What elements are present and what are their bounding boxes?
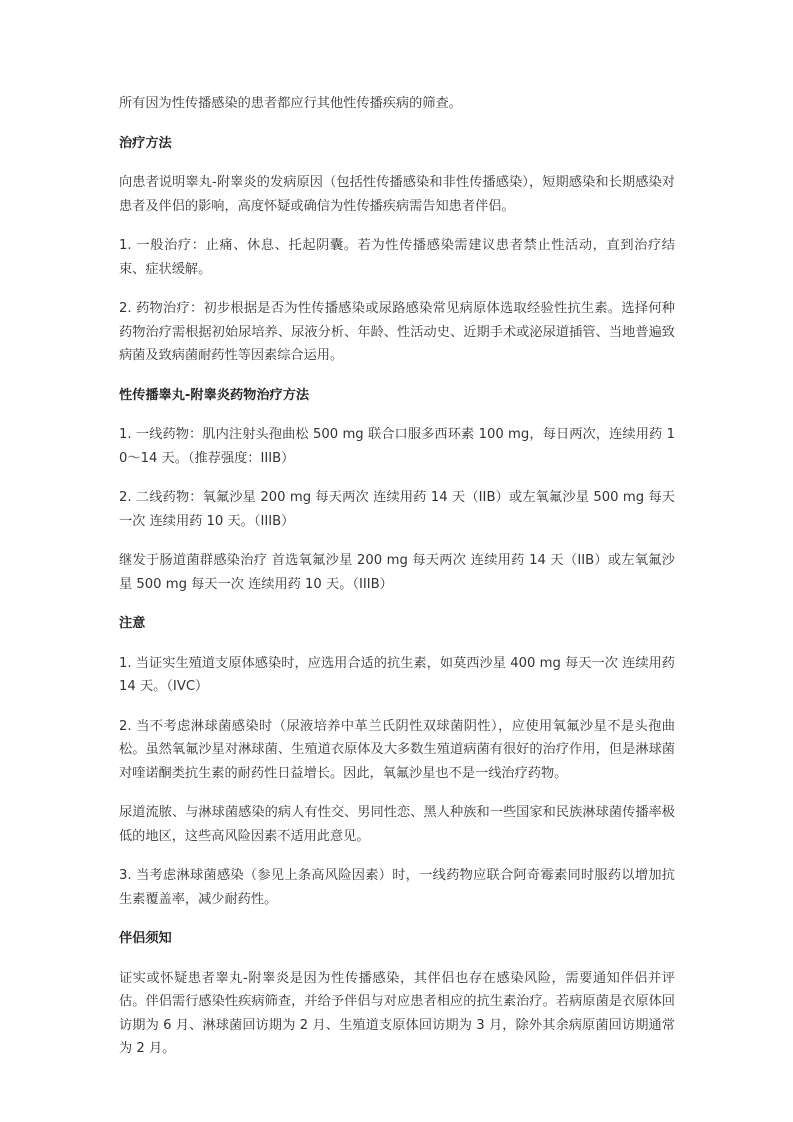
document-body — [119, 92, 675, 1077]
paragraph-note-gonococcus-excluded: 2. 当不考虑淋球菌感染时（尿液培养中革兰氏阴性双球菌阴性），应使用氧氟沙星不是头孢曲松。虽然氧氟沙星对淋球菌、生殖道衣原体及大多数生殖道病菌有很好的治疗作用，但是淋球菌对喹诺酮类抗生素的耐药性日益增长。因此，氧氟沙星也不是一线治疗药物。 — [119, 718, 675, 781]
paragraph-screening: 所有因为性传播感染的患者都应行其他性传播疾病的筛查。 — [119, 96, 462, 111]
paragraph-second-line-drugs: 2. 二线药物：氧氟沙星 200 mg 每天两次 连续用药 14 天（IIB）或左氧氟沙星 500 mg 每天一次 连续用药 10 天。（IIIB） — [119, 490, 675, 529]
heading-sti-drug-treatment: 性传播睾丸-附睾炎药物治疗方法 — [119, 387, 310, 403]
paragraph-note-mycoplasma: 1. 当证实生殖道支原体感染时，应选用合适的抗生素，如莫西沙星 400 mg 每天一次 连续用药 14 天。（IVC） — [119, 655, 675, 694]
paragraph-drug-treatment: 2. 药物治疗：初步根据是否为性传播感染或尿路感染常见病原体选取经验性抗生素。选择何种药物治疗需根据初始尿培养、尿液分析、年龄、性活动史、近期手术或泌尿道插管、当地普遍致病菌及致病菌耐药性等因素综合运用。 — [119, 301, 675, 363]
paragraph-first-line-drugs: 1. 一线药物：肌内注射头孢曲松 500 mg 联合口服多西环素 100 mg，每日两次，连续用药 10～14 天。（推荐强度：IIIB） — [119, 427, 675, 466]
paragraph-enteric-infection: 继发于肠道菌群感染治疗 首选氧氟沙星 200 mg 每天两次 连续用药 14 天（IIB）或左氧氟沙星 500 mg 每天一次 连续用药 10 天。（IIIB） — [119, 553, 675, 592]
paragraph-general-treatment: 1. 一般治疗：止痛、休息、托起阴囊。若为性传播感染需建议患者禁止性活动，直到治疗结束、症状缓解。 — [119, 238, 675, 277]
paragraph-note-high-risk: 尿道流脓、与淋球菌感染的病人有性交、男同性恋、黑人种族和一些国家和民族淋球菌传播率极低的地区，这些高风险因素不适用此意见。 — [119, 805, 675, 844]
heading-treatment-methods: 治疗方法 — [119, 135, 172, 151]
heading-partner-notice: 伴侣须知 — [119, 931, 172, 946]
heading-notes: 注意 — [119, 616, 146, 631]
paragraph-partner-notice: 证实或怀疑患者睾丸-附睾炎是因为性传播感染，其伴侣也存在感染风险，需要通知伴侣并评估。伴侣需行感染性疾病筛查，并给予伴侣与对应患者相应的抗生素治疗。若病原菌是衣原体回访期为 6 月、淋球菌回访期为 2 月、生殖道支原体回访期为 3 月，除外其余病原菌回访期通常为 2 月。 — [119, 970, 675, 1056]
paragraph-note-gonococcus-suspected: 3. 当考虑淋球菌感染（参见上条高风险因素）时，一线药物应联合阿奇霉素同时服药以增加抗生素覆盖率，减少耐药性。 — [119, 868, 675, 907]
paragraph-explain-cause: 向患者说明睾丸-附睾炎的发病原因（包括性传播感染和非性传播感染），短期感染和长期感染对患者及伴侣的影响，高度怀疑或确信为性传播疾病需告知患者伴侣。 — [119, 175, 675, 214]
